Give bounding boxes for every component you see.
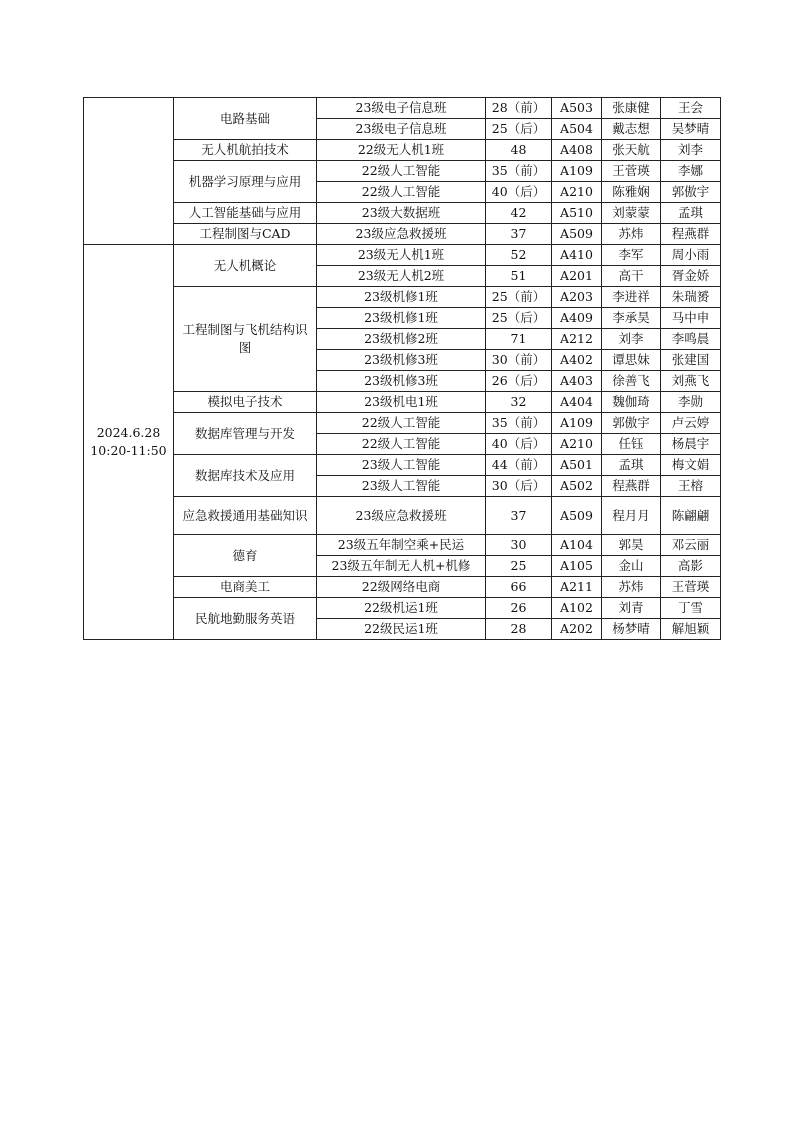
invigilator-1-cell: 苏炜 xyxy=(602,224,661,245)
room-cell: A403 xyxy=(552,371,602,392)
course-name-cell: 无人机概论 xyxy=(174,245,317,287)
student-count-cell: 51 xyxy=(486,266,552,287)
class-name-cell: 22级无人机1班 xyxy=(317,140,486,161)
table-row xyxy=(84,98,721,119)
room-cell: A510 xyxy=(552,203,602,224)
student-count-cell: 25 xyxy=(486,556,552,577)
room-cell: A502 xyxy=(552,476,602,497)
course-name-cell: 应急救援通用基础知识 xyxy=(174,497,317,535)
class-name-cell: 23级人工智能 xyxy=(317,476,486,497)
table-row xyxy=(84,161,721,182)
invigilator-1-cell: 金山 xyxy=(602,556,661,577)
student-count-cell: 37 xyxy=(486,224,552,245)
invigilator-2-cell: 王会 xyxy=(661,98,721,119)
table-row xyxy=(84,455,721,476)
table-row xyxy=(84,577,721,598)
invigilator-1-cell: 程月月 xyxy=(602,497,661,535)
table-row xyxy=(84,598,721,619)
invigilator-1-cell: 徐善飞 xyxy=(602,371,661,392)
course-name-cell: 工程制图与飞机结构识图 xyxy=(174,287,317,392)
invigilator-2-cell: 卢云婷 xyxy=(661,413,721,434)
exam-datetime-cell xyxy=(84,98,174,245)
student-count-cell: 30（后） xyxy=(486,476,552,497)
room-cell: A402 xyxy=(552,350,602,371)
invigilator-1-cell: 刘李 xyxy=(602,329,661,350)
class-name-cell: 23级应急救援班 xyxy=(317,497,486,535)
invigilator-1-cell: 苏炜 xyxy=(602,577,661,598)
table-row xyxy=(84,287,721,308)
invigilator-1-cell: 张康健 xyxy=(602,98,661,119)
exam-time: 10:20-11:50 xyxy=(90,443,167,458)
invigilator-2-cell: 王菅瑛 xyxy=(661,577,721,598)
room-cell: A504 xyxy=(552,119,602,140)
room-cell: A202 xyxy=(552,619,602,640)
class-name-cell: 23级应急救援班 xyxy=(317,224,486,245)
invigilator-1-cell: 戴志想 xyxy=(602,119,661,140)
class-name-cell: 22级机运1班 xyxy=(317,598,486,619)
student-count-cell: 40（后） xyxy=(486,182,552,203)
class-name-cell: 22级人工智能 xyxy=(317,413,486,434)
invigilator-2-cell: 马中申 xyxy=(661,308,721,329)
invigilator-2-cell: 李勋 xyxy=(661,392,721,413)
class-name-cell: 23级机修1班 xyxy=(317,287,486,308)
course-name-cell: 数据库管理与开发 xyxy=(174,413,317,455)
invigilator-2-cell: 陈翩翩 xyxy=(661,497,721,535)
invigilator-2-cell: 梅文娟 xyxy=(661,455,721,476)
student-count-cell: 44（前） xyxy=(486,455,552,476)
class-name-cell: 23级机修1班 xyxy=(317,308,486,329)
table-row xyxy=(84,497,721,535)
room-cell: A404 xyxy=(552,392,602,413)
class-name-cell: 23级机修3班 xyxy=(317,371,486,392)
invigilator-2-cell: 胥金娇 xyxy=(661,266,721,287)
invigilator-2-cell: 孟琪 xyxy=(661,203,721,224)
class-name-cell: 23级电子信息班 xyxy=(317,119,486,140)
invigilator-2-cell: 郭傲宇 xyxy=(661,182,721,203)
room-cell: A210 xyxy=(552,182,602,203)
student-count-cell: 35（前） xyxy=(486,413,552,434)
class-name-cell: 22级民运1班 xyxy=(317,619,486,640)
room-cell: A408 xyxy=(552,140,602,161)
invigilator-1-cell: 张天航 xyxy=(602,140,661,161)
student-count-cell: 30（前） xyxy=(486,350,552,371)
invigilator-2-cell: 程燕群 xyxy=(661,224,721,245)
course-name-cell: 民航地勤服务英语 xyxy=(174,598,317,640)
course-name-cell: 电商美工 xyxy=(174,577,317,598)
class-name-cell: 23级机修3班 xyxy=(317,350,486,371)
invigilator-1-cell: 李承昊 xyxy=(602,308,661,329)
class-name-cell: 23级机电1班 xyxy=(317,392,486,413)
room-cell: A109 xyxy=(552,413,602,434)
class-name-cell: 23级五年制空乘+民运 xyxy=(317,535,486,556)
course-name-cell: 无人机航拍技术 xyxy=(174,140,317,161)
table-row xyxy=(84,413,721,434)
student-count-cell: 40（后） xyxy=(486,434,552,455)
room-cell: A102 xyxy=(552,598,602,619)
class-name-cell: 22级网络电商 xyxy=(317,577,486,598)
invigilator-1-cell: 李进祥 xyxy=(602,287,661,308)
room-cell: A509 xyxy=(552,224,602,245)
course-name-cell: 德育 xyxy=(174,535,317,577)
invigilator-2-cell: 周小雨 xyxy=(661,245,721,266)
course-name-cell: 机器学习原理与应用 xyxy=(174,161,317,203)
room-cell: A201 xyxy=(552,266,602,287)
student-count-cell: 66 xyxy=(486,577,552,598)
invigilator-2-cell: 李鸣晨 xyxy=(661,329,721,350)
room-cell: A409 xyxy=(552,308,602,329)
student-count-cell: 26（后） xyxy=(486,371,552,392)
student-count-cell: 28（前） xyxy=(486,98,552,119)
class-name-cell: 22级人工智能 xyxy=(317,182,486,203)
table-row xyxy=(84,224,721,245)
course-name-cell: 人工智能基础与应用 xyxy=(174,203,317,224)
class-name-cell: 22级人工智能 xyxy=(317,434,486,455)
invigilator-1-cell: 王菅瑛 xyxy=(602,161,661,182)
table-row xyxy=(84,245,721,266)
student-count-cell: 42 xyxy=(486,203,552,224)
class-name-cell: 23级无人机2班 xyxy=(317,266,486,287)
class-name-cell: 23级人工智能 xyxy=(317,455,486,476)
invigilator-1-cell: 任钰 xyxy=(602,434,661,455)
student-count-cell: 48 xyxy=(486,140,552,161)
student-count-cell: 25（后） xyxy=(486,119,552,140)
course-name-cell: 工程制图与CAD xyxy=(174,224,317,245)
invigilator-1-cell: 李军 xyxy=(602,245,661,266)
room-cell: A210 xyxy=(552,434,602,455)
room-cell: A211 xyxy=(552,577,602,598)
invigilator-2-cell: 刘李 xyxy=(661,140,721,161)
student-count-cell: 25（前） xyxy=(486,287,552,308)
room-cell: A104 xyxy=(552,535,602,556)
room-cell: A410 xyxy=(552,245,602,266)
invigilator-2-cell: 杨晨宇 xyxy=(661,434,721,455)
class-name-cell: 23级五年制无人机+机修 xyxy=(317,556,486,577)
exam-datetime-cell xyxy=(84,245,174,640)
table-row xyxy=(84,140,721,161)
student-count-cell: 26 xyxy=(486,598,552,619)
table-row xyxy=(84,203,721,224)
invigilator-2-cell: 吴梦晴 xyxy=(661,119,721,140)
class-name-cell: 23级无人机1班 xyxy=(317,245,486,266)
invigilator-1-cell: 郭昊 xyxy=(602,535,661,556)
course-name-cell: 模拟电子技术 xyxy=(174,392,317,413)
student-count-cell: 52 xyxy=(486,245,552,266)
room-cell: A203 xyxy=(552,287,602,308)
invigilator-1-cell: 杨梦晴 xyxy=(602,619,661,640)
student-count-cell: 25（后） xyxy=(486,308,552,329)
invigilator-2-cell: 丁雪 xyxy=(661,598,721,619)
class-name-cell: 22级人工智能 xyxy=(317,161,486,182)
invigilator-2-cell: 李娜 xyxy=(661,161,721,182)
student-count-cell: 30 xyxy=(486,535,552,556)
invigilator-2-cell: 邓云丽 xyxy=(661,535,721,556)
invigilator-1-cell: 孟琪 xyxy=(602,455,661,476)
invigilator-1-cell: 刘青 xyxy=(602,598,661,619)
class-name-cell: 23级电子信息班 xyxy=(317,98,486,119)
invigilator-2-cell: 张建国 xyxy=(661,350,721,371)
table-row xyxy=(84,535,721,556)
room-cell: A109 xyxy=(552,161,602,182)
invigilator-1-cell: 陈雅娴 xyxy=(602,182,661,203)
exam-schedule-table xyxy=(83,97,721,640)
room-cell: A509 xyxy=(552,497,602,535)
invigilator-1-cell: 高干 xyxy=(602,266,661,287)
student-count-cell: 71 xyxy=(486,329,552,350)
invigilator-2-cell: 朱瑞赟 xyxy=(661,287,721,308)
invigilator-1-cell: 魏伽琦 xyxy=(602,392,661,413)
invigilator-1-cell: 谭思妹 xyxy=(602,350,661,371)
exam-date: 2024.6.28 xyxy=(96,425,161,440)
invigilator-2-cell: 王榕 xyxy=(661,476,721,497)
invigilator-2-cell: 解旭颖 xyxy=(661,619,721,640)
student-count-cell: 37 xyxy=(486,497,552,535)
student-count-cell: 35（前） xyxy=(486,161,552,182)
course-name-cell: 电路基础 xyxy=(174,98,317,140)
table-row xyxy=(84,392,721,413)
room-cell: A105 xyxy=(552,556,602,577)
course-name-cell: 数据库技术及应用 xyxy=(174,455,317,497)
student-count-cell: 32 xyxy=(486,392,552,413)
invigilator-2-cell: 高影 xyxy=(661,556,721,577)
room-cell: A501 xyxy=(552,455,602,476)
room-cell: A212 xyxy=(552,329,602,350)
invigilator-1-cell: 郭傲宇 xyxy=(602,413,661,434)
invigilator-2-cell: 刘燕飞 xyxy=(661,371,721,392)
invigilator-1-cell: 刘蒙蒙 xyxy=(602,203,661,224)
class-name-cell: 23级大数据班 xyxy=(317,203,486,224)
invigilator-1-cell: 程燕群 xyxy=(602,476,661,497)
student-count-cell: 28 xyxy=(486,619,552,640)
room-cell: A503 xyxy=(552,98,602,119)
class-name-cell: 23级机修2班 xyxy=(317,329,486,350)
